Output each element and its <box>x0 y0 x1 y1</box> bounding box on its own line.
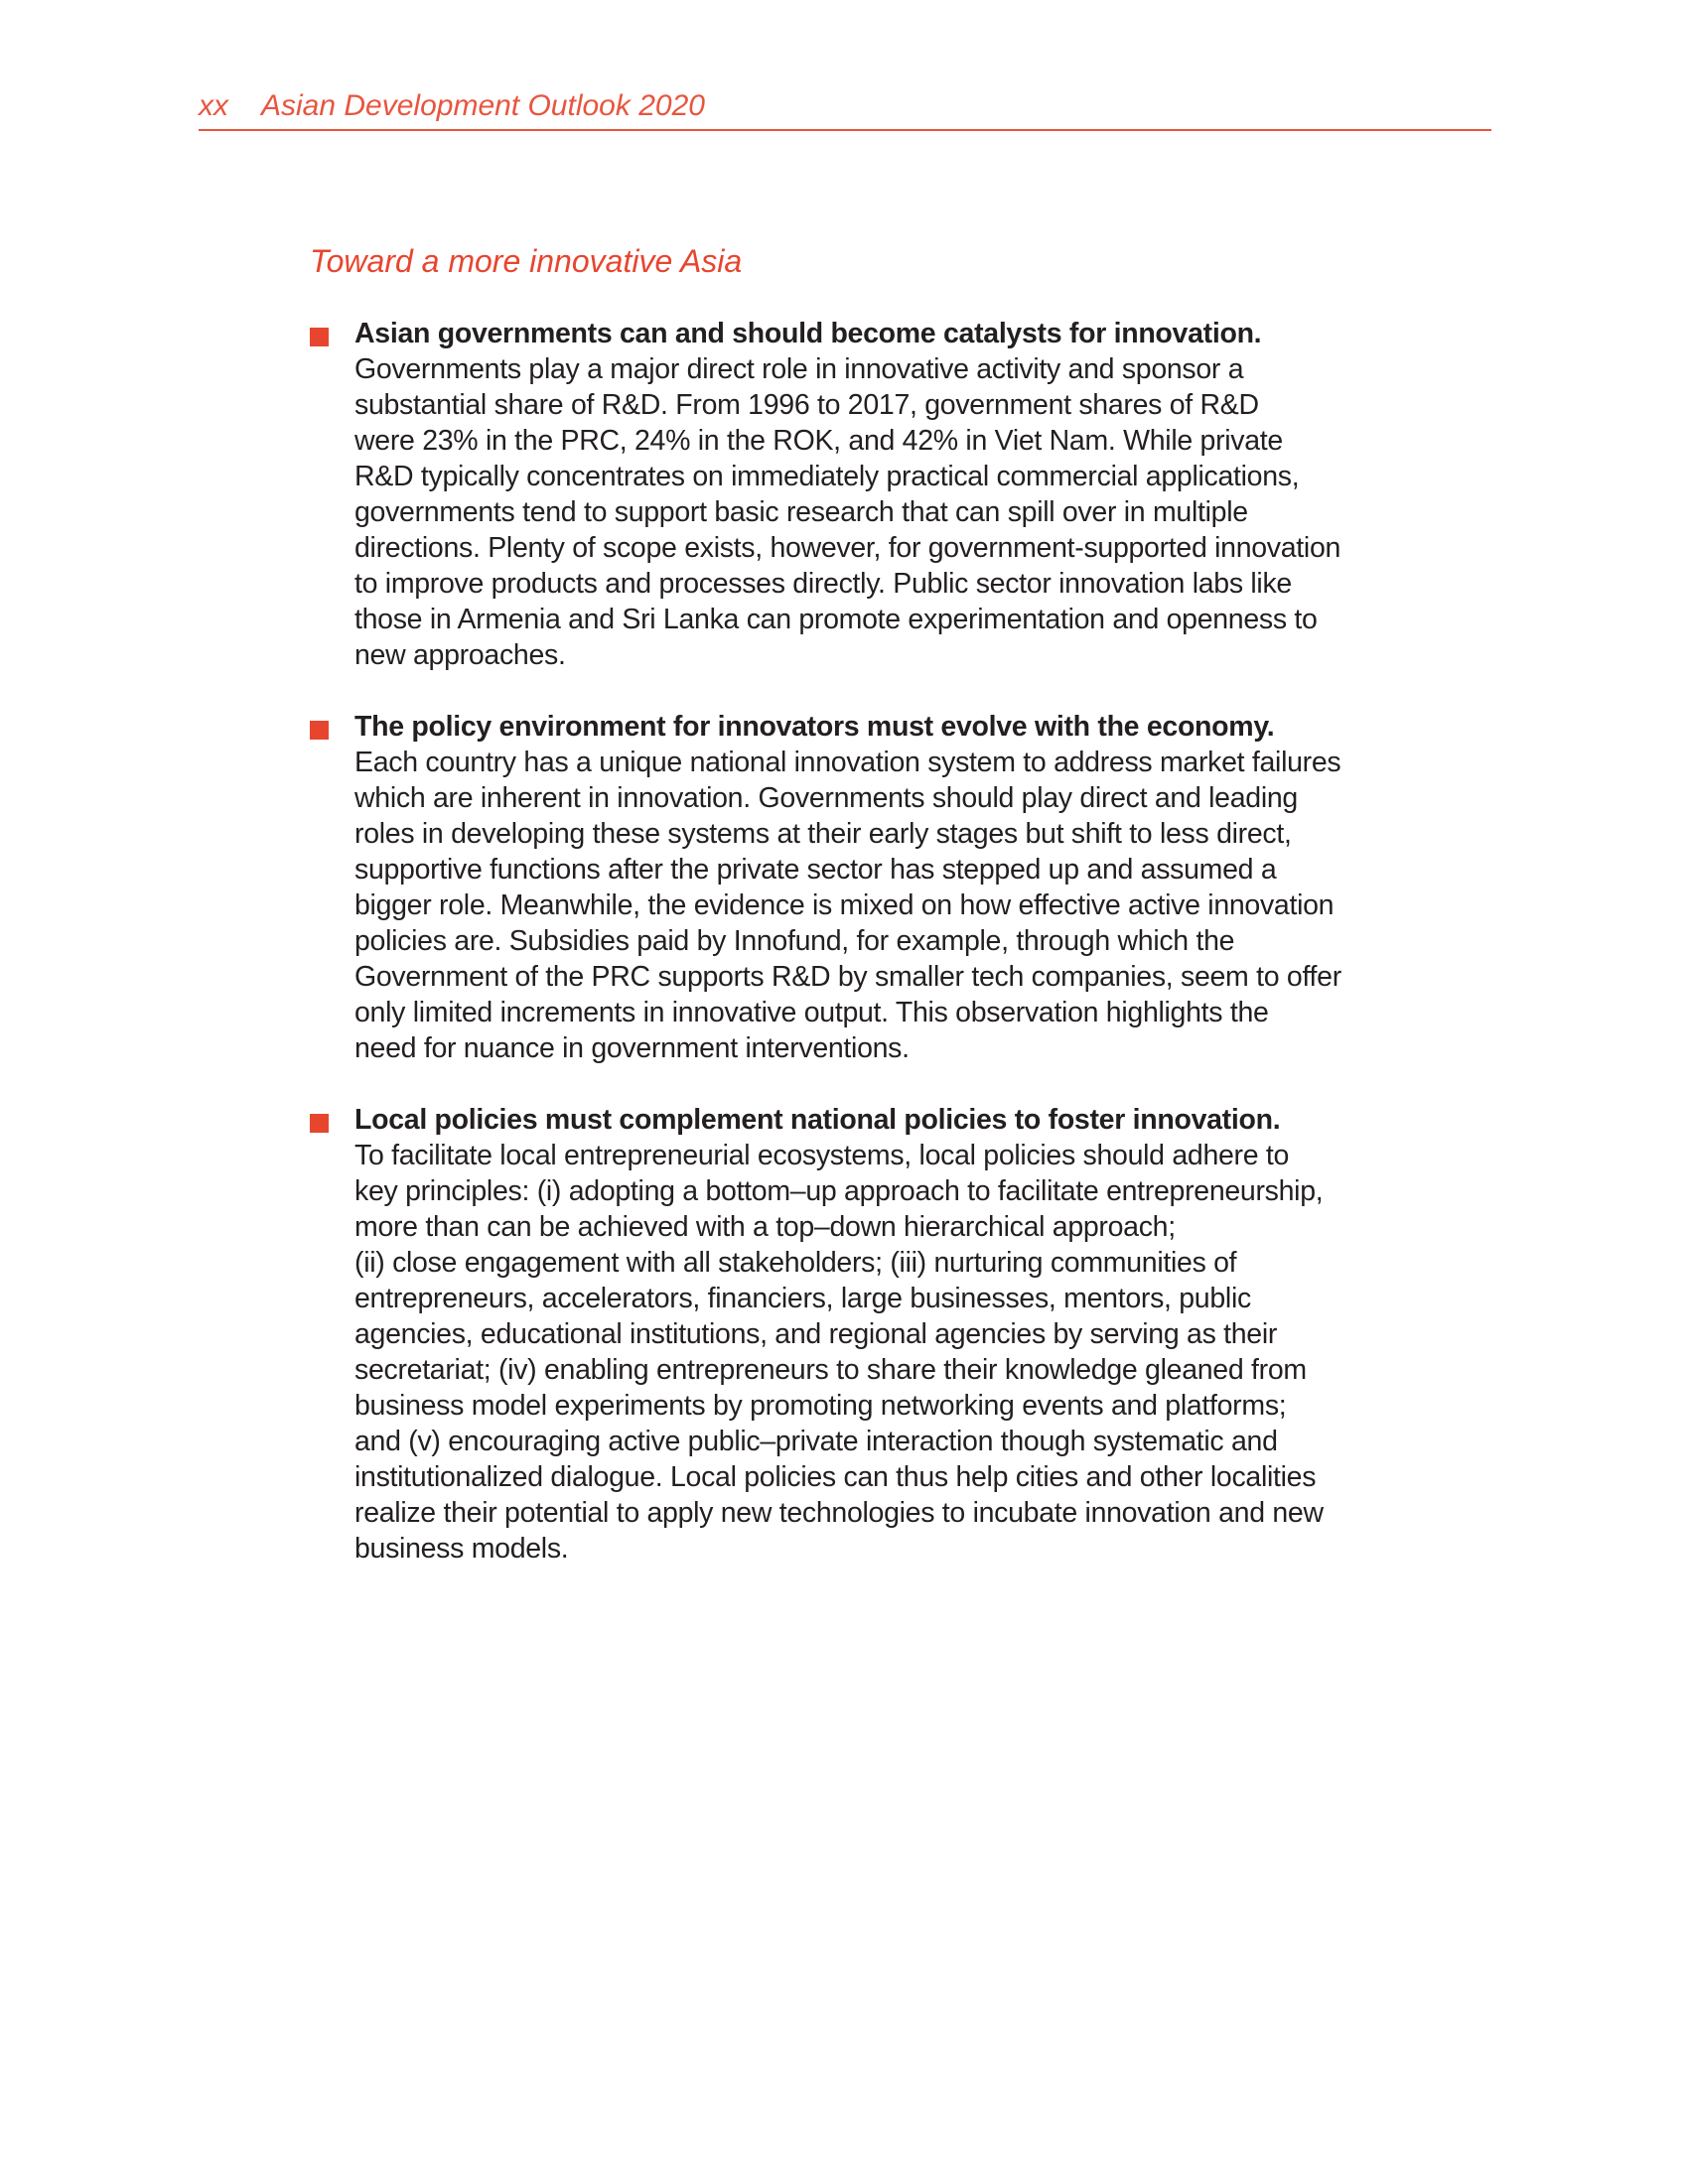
bullet-text-line: business model experiments by promoting networking events and platforms; <box>354 1390 1287 1422</box>
bullet-text-line: new approaches. <box>354 639 566 671</box>
bullet-square-icon <box>310 328 329 346</box>
bullet-heading: Local policies must complement national policies to foster innovation. <box>354 1104 1281 1136</box>
bullet-text-line: more than can be achieved with a top–down hierarchical approach; <box>354 1211 1176 1243</box>
page-number: xx <box>199 89 228 122</box>
bullet-text-line: to improve products and processes directly. Public sector innovation labs like <box>354 568 1292 600</box>
bullet-heading: The policy environment for innovators must evolve with the economy. <box>354 711 1275 743</box>
bullet-item <box>310 1102 1402 1567</box>
bullet-text-line: Each country has a unique national innovation system to address market failures <box>354 747 1341 778</box>
bullet-text-line: directions. Plenty of scope exists, however, for government-supported innovation <box>354 532 1341 564</box>
bullet-text-line: (ii) close engagement with all stakeholders; (iii) nurturing communities of <box>354 1247 1237 1279</box>
bullet-text-line: those in Armenia and Sri Lanka can promote experimentation and openness to <box>354 604 1318 635</box>
bullet-text-line: and (v) encouraging active public–private interaction though systematic and <box>354 1426 1278 1457</box>
bullet-list <box>310 316 1402 1602</box>
bullet-text-line: key principles: (i) adopting a bottom–up approach to facilitate entrepreneurship, <box>354 1175 1324 1207</box>
bullet-text-line: which are inherent in innovation. Governments should play direct and leading <box>354 782 1298 814</box>
bullet-text-line: substantial share of R&D. From 1996 to 2017, government shares of R&D <box>354 389 1259 421</box>
section-title: Toward a more innovative Asia <box>310 243 743 279</box>
bullet-text-line: To facilitate local entrepreneurial ecosystems, local policies should adhere to <box>354 1140 1290 1171</box>
bullet-square-icon <box>310 721 329 740</box>
bullet-text-line: supportive functions after the private sector has stepped up and assumed a <box>354 854 1277 886</box>
bullet-text-line: Governments play a major direct role in innovative activity and sponsor a <box>354 353 1244 385</box>
bullet-text-line: entrepreneurs, accelerators, financiers, large businesses, mentors, public <box>354 1283 1251 1314</box>
bullet-item <box>310 316 1402 673</box>
bullet-text-line: governments tend to support basic research that can spill over in multiple <box>354 496 1248 528</box>
bullet-text-line: Government of the PRC supports R&D by smaller tech companies, seem to offer <box>354 961 1341 993</box>
bullet-text-line: secretariat; (iv) enabling entrepreneurs to share their knowledge gleaned from <box>354 1354 1307 1386</box>
bullet-text-line: realize their potential to apply new technologies to incubate innovation and new <box>354 1497 1324 1529</box>
running-header <box>199 83 1491 131</box>
bullet-text-line: R&D typically concentrates on immediately practical commercial applications, <box>354 461 1300 492</box>
publication-title: Asian Development Outlook 2020 <box>261 89 705 122</box>
bullet-text-line: only limited increments in innovative output. This observation highlights the <box>354 997 1269 1028</box>
bullet-square-icon <box>310 1114 329 1133</box>
bullet-text-line: bigger role. Meanwhile, the evidence is mixed on how effective active innovation <box>354 889 1335 921</box>
bullet-text-line: business models. <box>354 1533 569 1565</box>
bullet-text-line: institutionalized dialogue. Local policies can thus help cities and other localities <box>354 1461 1317 1493</box>
bullet-text-line: need for nuance in government interventions. <box>354 1032 910 1064</box>
bullet-text-line: agencies, educational institutions, and regional agencies by serving as their <box>354 1318 1278 1350</box>
bullet-item <box>310 709 1402 1066</box>
bullet-text-line: policies are. Subsidies paid by Innofund, for example, through which the <box>354 925 1235 957</box>
bullet-heading: Asian governments can and should become catalysts for innovation. <box>354 318 1262 349</box>
bullet-text-line: were 23% in the PRC, 24% in the ROK, and 42% in Viet Nam. While private <box>354 425 1283 457</box>
bullet-text-line: roles in developing these systems at their early stages but shift to less direct, <box>354 818 1292 850</box>
